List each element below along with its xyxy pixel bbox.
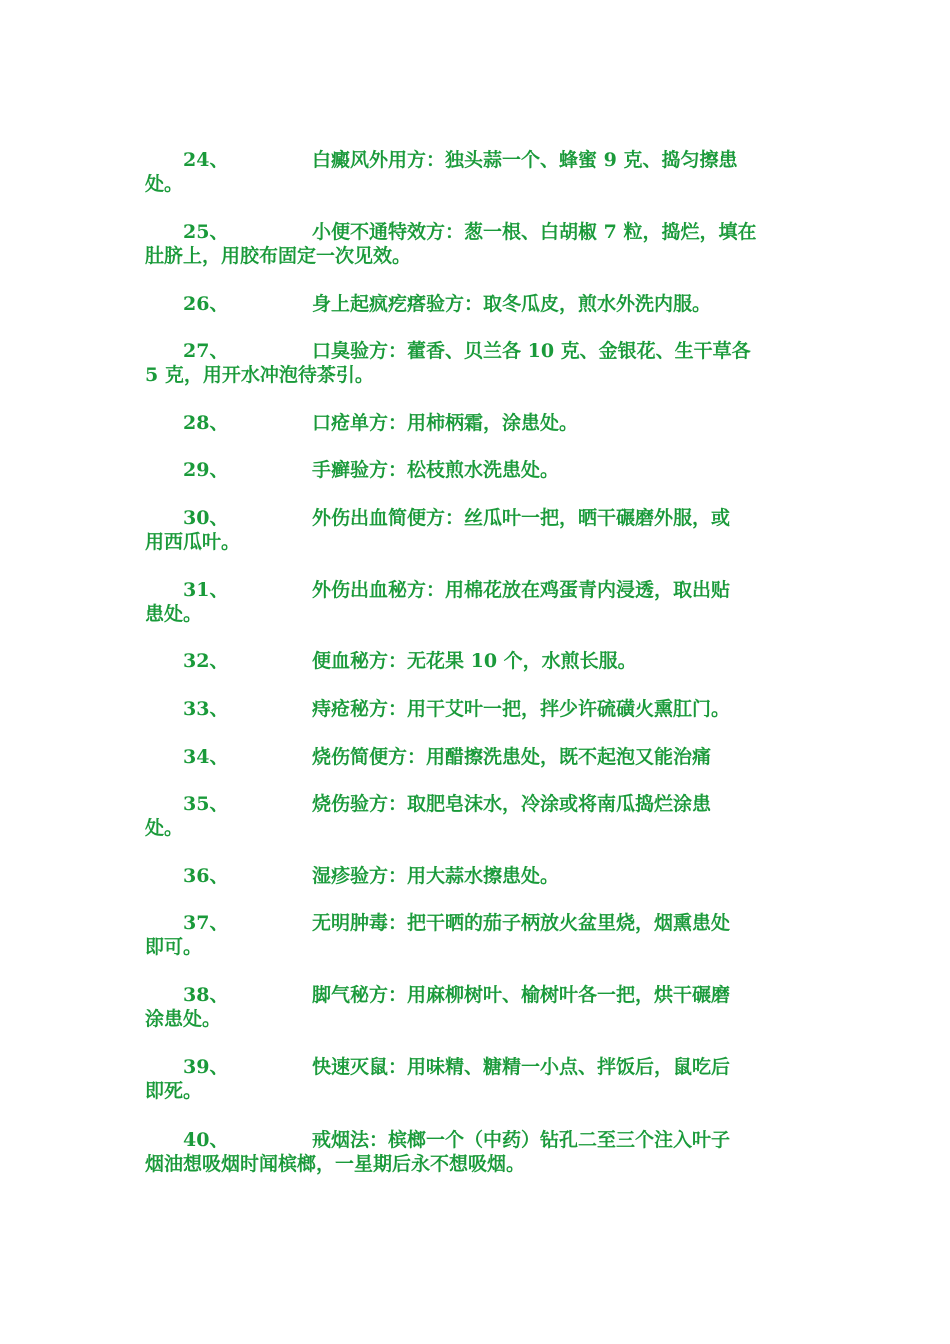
entry-text-line1: 白癜风外用方：独头蒜一个、蜂蜜 9 克、捣匀擦患: [312, 149, 738, 171]
entry-text-line2: 用西瓜叶。: [145, 531, 241, 553]
remedy-entry-28: [145, 411, 810, 435]
entry-number: 28、: [183, 412, 229, 434]
entry-text-line1: 便血秘方：无花果 10 个，水煎长服。: [312, 650, 637, 672]
entry-number: 30、: [183, 507, 229, 529]
entry-text-line1: 身上起疯疙瘩验方：取冬瓜皮，煎水外洗内服。: [312, 293, 712, 315]
entry-text-line1: 痔疮秘方：用干艾叶一把，拌少许硫磺火熏肛门。: [312, 698, 731, 720]
remedy-entry-26: [145, 292, 810, 316]
entry-number: 24、: [183, 149, 229, 171]
entry-number: 25、: [183, 221, 229, 243]
entry-text-line1: 口疮单方：用柿柄霜，涂患处。: [312, 412, 579, 434]
entry-text-line1: 外伤出血秘方：用棉花放在鸡蛋青内浸透，取出贴: [312, 579, 731, 601]
entry-number: 35、: [183, 793, 229, 815]
entry-text-line1: 口臭验方：藿香、贝兰各 10 克、金银花、生干草各: [312, 340, 751, 362]
remedy-entry-33: [145, 697, 810, 721]
entry-text-line2: 5 克，用开水冲泡待茶引。: [145, 364, 374, 386]
remedy-entry-30: [145, 506, 810, 554]
remedy-entry-29: [145, 458, 810, 482]
entry-number: 37、: [183, 912, 229, 934]
remedy-entry-25: [145, 220, 810, 268]
entry-number: 29、: [183, 459, 229, 481]
entry-number: 33、: [183, 698, 229, 720]
entry-text-line1: 无明肿毒：把干晒的茄子柄放火盆里烧，烟熏患处: [312, 912, 731, 934]
entry-number: 40、: [183, 1129, 229, 1151]
entry-text-line2: 患处。: [145, 603, 203, 625]
entry-number: 27、: [183, 340, 229, 362]
entry-number: 39、: [183, 1056, 229, 1078]
remedy-entry-34: [145, 745, 810, 769]
remedy-entry-35: [145, 792, 810, 840]
entry-text-line1: 烧伤验方：取肥皂沫水，冷涂或将南瓜捣烂涂患: [312, 793, 712, 815]
entry-text-line1: 快速灭鼠：用味精、糖精一小点、拌饭后，鼠吃后: [312, 1056, 731, 1078]
remedy-entry-39: [145, 1055, 810, 1103]
entry-text-line2: 处。: [145, 817, 184, 839]
entry-number: 32、: [183, 650, 229, 672]
remedy-entry-36: [145, 864, 810, 888]
entry-text-line2: 即死。: [145, 1080, 203, 1102]
entry-text-line2: 即可。: [145, 936, 203, 958]
remedy-entry-24: [145, 148, 810, 196]
entry-text-line2: 肚脐上，用胶布固定一次见效。: [145, 245, 412, 267]
entry-number: 36、: [183, 865, 229, 887]
entry-text-line2: 烟油想吸烟时闻槟榔，一星期后永不想吸烟。: [145, 1153, 526, 1175]
remedy-entry-27: [145, 339, 810, 387]
entry-text-line1: 脚气秘方：用麻柳树叶、榆树叶各一把，烘干碾磨: [312, 984, 731, 1006]
remedy-entry-40: [145, 1128, 810, 1176]
entry-text-line2: 处。: [145, 173, 184, 195]
entry-number: 34、: [183, 746, 229, 768]
entry-text-line1: 手癣验方：松枝煎水洗患处。: [312, 459, 560, 481]
entry-text-line1: 烧伤简便方：用醋擦洗患处，既不起泡又能治痛: [312, 746, 712, 768]
remedy-entry-31: [145, 578, 810, 626]
entry-number: 31、: [183, 579, 229, 601]
entry-number: 38、: [183, 984, 229, 1006]
entry-text-line1: 外伤出血简便方：丝瓜叶一把，晒干碾磨外服，或: [312, 507, 731, 529]
remedy-entry-37: [145, 911, 810, 959]
remedy-entry-38: [145, 983, 810, 1031]
entry-text-line1: 戒烟法：槟榔一个（中药）钻孔二至三个注入叶子: [312, 1129, 731, 1151]
entry-text-line1: 小便不通特效方：葱一根、白胡椒 7 粒，捣烂，填在: [312, 221, 757, 243]
entry-text-line2: 涂患处。: [145, 1008, 222, 1030]
entry-number: 26、: [183, 293, 229, 315]
remedy-entry-32: [145, 649, 810, 673]
entry-text-line1: 湿疹验方：用大蒜水擦患处。: [312, 865, 560, 887]
